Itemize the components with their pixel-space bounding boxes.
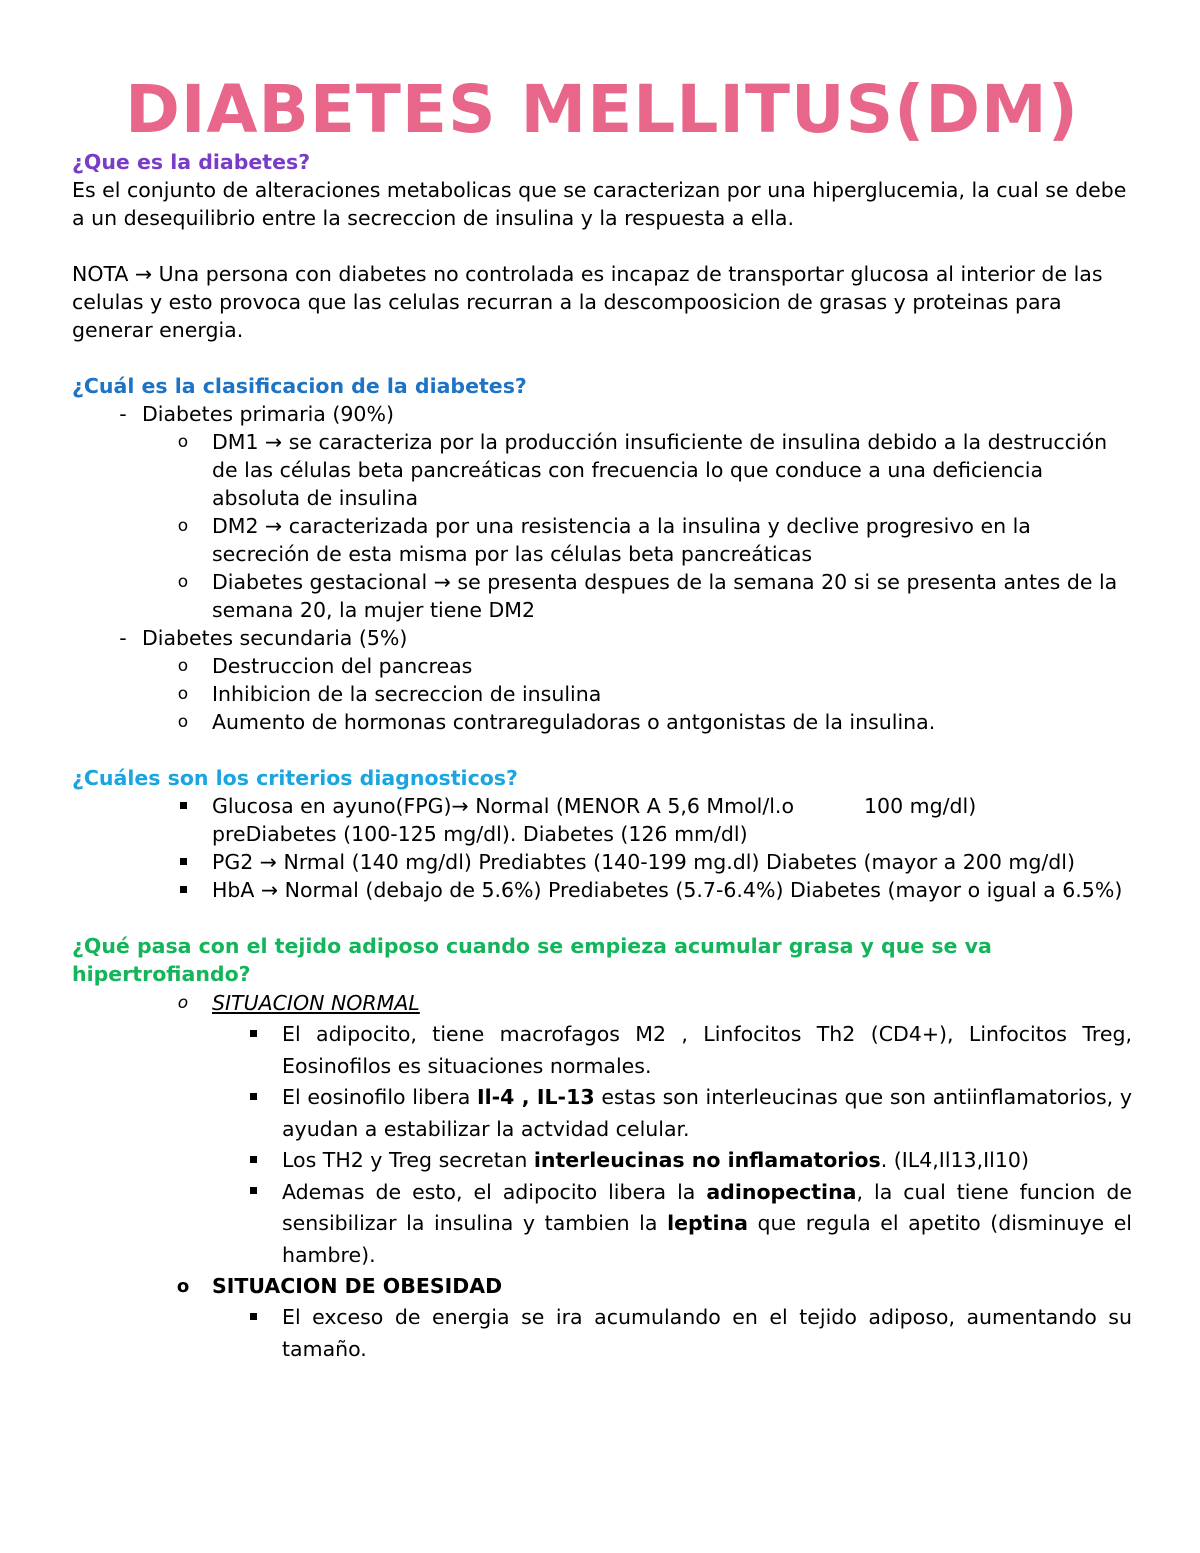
list-item-obesidad-1 [72, 1302, 1132, 1365]
square-bullet-icon [238, 1082, 268, 1114]
circle-bullet: o [177, 993, 189, 1013]
circle-bullet: o [177, 432, 189, 452]
square-bullet-icon [238, 1302, 268, 1334]
list-item-dm2 [72, 512, 1132, 568]
list-item-normal-4 [72, 1177, 1132, 1272]
question-tejido-adiposo: ¿Qué pasa con el tejido adiposo cuando se empieza acumular grasa y que se va hipertrofiando? [72, 934, 992, 986]
list-item-normal-3 [72, 1145, 1132, 1177]
list-item-secundaria [72, 624, 1132, 652]
list-item-hba [72, 876, 1132, 904]
definition-paragraph: Es el conjunto de alteraciones metabolicas que se caracterizan por una hiperglucemia, la cual se debe a un desequilibrio entre la secreccion de insulina y la respuesta a ella. [72, 178, 1127, 230]
circle-bullet: o [177, 516, 189, 536]
list-item-sec-1 [72, 652, 1132, 680]
square-bullet-icon [238, 1177, 268, 1209]
heading-situacion-obesidad [72, 1271, 1132, 1302]
nota-paragraph: NOTA → Una persona con diabetes no controlada es incapaz de transportar glucosa al interior de las celulas y esto provoca que las celulas recurran a la descompoosicion de grasas y proteinas para generar energia. [72, 262, 1103, 342]
fpg-text-c: preDiabetes (100-125 mg/dl). Diabetes (126 mm/dl) [212, 822, 748, 846]
square-bullet-icon [168, 792, 198, 820]
square-bullet-icon [238, 1019, 268, 1051]
leptina-bold: leptina [667, 1211, 748, 1235]
dash-bullet: - [119, 402, 127, 426]
sec-item-text: Destruccion del pancreas [212, 654, 473, 678]
secundaria-text: Diabetes secundaria (5%) [142, 626, 408, 650]
square-bullet-icon [168, 848, 198, 876]
obesidad-1-text: El exceso de energia se ira acumulando en el tejido adiposo, aumentando su tamaño. [282, 1305, 1132, 1361]
list-item-pg2 [72, 848, 1132, 876]
normal-3-text: Los TH2 y Treg secretan [282, 1148, 534, 1172]
circle-bullet: o [177, 656, 189, 676]
normal-2-text: El eosinofilo libera [282, 1085, 477, 1109]
list-item-gestacional [72, 568, 1132, 624]
square-bullet-icon [168, 876, 198, 904]
normal-4-text-end: que regula el apetito (disminuye el hambre). [282, 1211, 1132, 1267]
question-criterios: ¿Cuáles son los criterios diagnosticos? [72, 766, 518, 790]
sec-item-text: Inhibicion de la secreccion de insulina [212, 682, 602, 706]
fpg-text-b: 100 mg/dl) [864, 794, 977, 818]
circle-bullet: o [177, 712, 189, 732]
square-bullet-icon [238, 1145, 268, 1177]
normal-3-text-end: . (IL4,Il13,Il10) [880, 1148, 1029, 1172]
list-item-fpg [72, 792, 1132, 848]
dm1-text: DM1 → se caracteriza por la producción insuficiente de insulina debido a la destrucción de las células beta pancreáticas con frecuencia lo que conduce a una deficiencia absoluta de insulina [212, 430, 1108, 510]
page-title: DIABETES MELLITUS(DM) [125, 71, 1079, 148]
sec-item-text: Aumento de hormonas contrareguladoras o antgonistas de la insulina. [212, 710, 936, 734]
fpg-text-a: Glucosa en ayuno(FPG)→ Normal (MENOR A 5,6 Mmol/l.o [212, 794, 794, 818]
adinopectina-bold: adinopectina [706, 1179, 857, 1204]
question-que-es: ¿Que es la diabetes? [72, 150, 311, 174]
gestacional-text: Diabetes gestacional → se presenta despues de la semana 20 si se presenta antes de la semana 20, la mujer tiene DM2 [212, 570, 1118, 622]
circle-bullet: o [177, 572, 189, 592]
pg2-text: PG2 → Nrmal (140 mg/dl) Prediabtes (140-199 mg.dl) Diabetes (mayor a 200 mg/dl) [212, 850, 1075, 874]
circle-bullet: o [177, 684, 189, 704]
list-item-sec-2 [72, 680, 1132, 708]
list-item-normal-2 [72, 1082, 1132, 1145]
circle-bullet: o [176, 1276, 190, 1297]
list-item-primaria [72, 400, 1132, 428]
dash-bullet: - [119, 626, 127, 650]
document-page [72, 70, 1132, 1365]
primaria-text: Diabetes primaria (90%) [142, 402, 394, 426]
list-item-normal-1 [72, 1019, 1132, 1082]
normal-1-text: El adipocito, tiene macrofagos M2 , Linfocitos Th2 (CD4+), Linfocitos Treg, Eosinofilos es situaciones normales. [282, 1022, 1132, 1078]
heading-situacion-normal [72, 988, 1132, 1019]
interleukin-names: Il-4 , IL-13 [477, 1085, 595, 1109]
list-item-sec-3 [72, 708, 1132, 736]
interleucinas-bold: interleucinas no inflamatorios [533, 1148, 881, 1172]
question-clasificacion: ¿Cuál es la clasificacion de la diabetes? [72, 374, 527, 398]
dm2-text: DM2 → caracterizada por una resistencia a la insulina y declive progresivo en la secreción de esta misma por las células beta pancreáticas [212, 514, 1031, 566]
normal-4-text: Ademas de esto, el adipocito libera la [282, 1179, 707, 1204]
normal-2-text-end: estas son interleucinas que son antiinflamatorios, y ayudan a estabilizar la actvidad celular. [282, 1085, 1133, 1141]
normal-4-text-mid: , la cual tiene funcion de sensibilizar la insulina y tambien la [282, 1179, 1132, 1235]
situacion-obesidad-text: SITUACION DE OBESIDAD [212, 1274, 503, 1298]
list-item-dm1 [72, 428, 1132, 512]
situacion-normal-text: SITUACION NORMAL [212, 991, 420, 1015]
hba-text: HbA → Normal (debajo de 5.6%) Prediabetes (5.7-6.4%) Diabetes (mayor o igual a 6.5%) [212, 878, 1123, 902]
